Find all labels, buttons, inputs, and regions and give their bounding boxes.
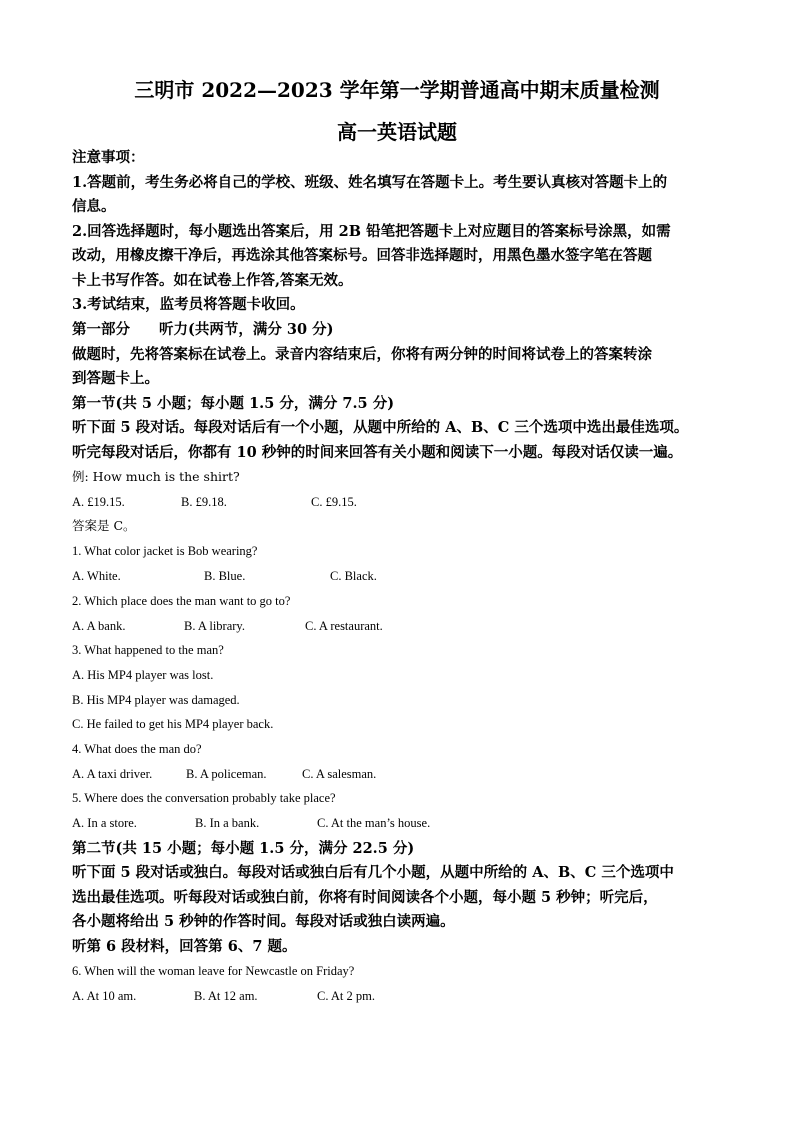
question-text: 4. What does the man do? bbox=[72, 742, 202, 756]
exam-title: 三明市 2022—2023 学年第一学期普通高中期末质量检测 bbox=[134, 78, 660, 102]
answer-option: A. His MP4 player was lost. bbox=[72, 668, 214, 682]
answer-option: A. A bank. bbox=[72, 619, 126, 633]
section2-instruction: 各小题将给出 5 秒钟的作答时间。每段对话或独白读两遍。 bbox=[72, 913, 455, 930]
answer-option: C. At the man’s house. bbox=[317, 816, 431, 830]
section1-heading: 第一节(共 5 小题；每小题 1.5 分，满分 7.5 分) bbox=[72, 395, 395, 412]
example-option: B. £9.18. bbox=[181, 495, 227, 509]
question-text: 3. What happened to the man? bbox=[72, 643, 224, 657]
example-option: C. £9.15. bbox=[311, 495, 357, 509]
part1-instruction: 到答题卡上。 bbox=[72, 370, 159, 387]
answer-option: A. White. bbox=[72, 569, 121, 583]
section2-heading: 第二节(共 15 小题；每小题 1.5 分，满分 22.5 分) bbox=[72, 840, 415, 857]
answer-option: A. In a store. bbox=[72, 816, 137, 830]
example-answer: 答案是 C。 bbox=[72, 518, 136, 533]
answer-option: C. At 2 pm. bbox=[317, 989, 375, 1003]
answer-option: B. A library. bbox=[184, 619, 245, 633]
notice-heading: 注意事项： bbox=[72, 149, 145, 166]
answer-option: C. He failed to get his MP4 player back. bbox=[72, 717, 274, 731]
answer-option: B. At 12 am. bbox=[194, 989, 258, 1003]
section2-instruction: 选出最佳选项。听每段对话或独白前，你将有时间阅读各个小题，每小题 5 秒钟；听完后， bbox=[72, 889, 658, 906]
answer-option: B. His MP4 player was damaged. bbox=[72, 693, 240, 707]
notice-line: 1.答题前，考生务必将自己的学校、班级、姓名填写在答题卡上。考生要认真核对答题卡上的 bbox=[72, 174, 668, 191]
notice-line: 3.考试结束，监考员将答题卡收回。 bbox=[72, 296, 305, 313]
notice-line: 2.回答选择题时，每小题选出答案后，用 2B 铅笔把答题卡上对应题目的答案标号涂黑，如需 bbox=[72, 223, 671, 240]
exam-subtitle: 高一英语试题 bbox=[337, 120, 457, 144]
answer-option: C. A salesman. bbox=[302, 767, 377, 781]
answer-option: C. Black. bbox=[330, 569, 377, 583]
notice-line: 卡上书写作答。如在试卷上作答,答案无效。 bbox=[72, 272, 353, 289]
answer-option: C. A restaurant. bbox=[305, 619, 383, 633]
example-option: A. £19.15. bbox=[72, 495, 125, 509]
answer-option: B. Blue. bbox=[204, 569, 246, 583]
section1-instruction: 听下面 5 段对话。每段对话后有一个小题，从题中所给的 A、B、C 三个选项中选出最佳选项。 bbox=[72, 419, 689, 436]
example-question: 例: How much is the shirt? bbox=[72, 469, 240, 484]
part1-heading: 第一部分 听力(共两节，满分 30 分) bbox=[72, 321, 334, 338]
question-text: 6. When will the woman leave for Newcastle on Friday? bbox=[72, 964, 355, 978]
section2-instruction: 听下面 5 段对话或独白。每段对话或独白后有几个小题，从题中所给的 A、B、C 三个选项中 bbox=[72, 864, 674, 881]
answer-option: A. At 10 am. bbox=[72, 989, 137, 1003]
answer-option: A. A taxi driver. bbox=[72, 767, 153, 781]
question-text: 2. Which place does the man want to go to? bbox=[72, 594, 291, 608]
material-heading: 听第 6 段材料，回答第 6、7 题。 bbox=[72, 938, 297, 955]
answer-option: B. A policeman. bbox=[186, 767, 267, 781]
question-text: 1. What color jacket is Bob wearing? bbox=[72, 544, 258, 558]
part1-instruction: 做题时，先将答案标在试卷上。录音内容结束后，你将有两分钟的时间将试卷上的答案转涂 bbox=[72, 346, 652, 363]
question-text: 5. Where does the conversation probably take place? bbox=[72, 791, 336, 805]
notice-line: 信息。 bbox=[72, 198, 116, 215]
notice-line: 改动，用橡皮擦干净后，再选涂其他答案标号。回答非选择题时，用黑色墨水签字笔在答题 bbox=[72, 247, 652, 264]
section1-instruction: 听完每段对话后，你都有 10 秒钟的时间来回答有关小题和阅读下一小题。每段对话仅读一遍。 bbox=[72, 444, 683, 461]
answer-option: B. In a bank. bbox=[195, 816, 260, 830]
